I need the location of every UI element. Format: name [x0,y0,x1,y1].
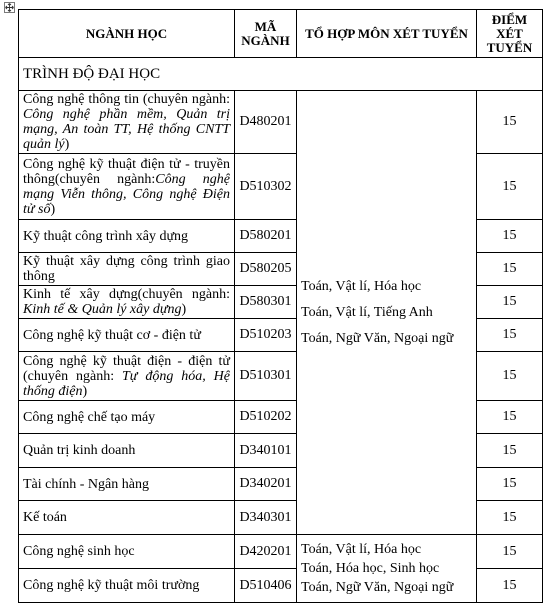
header-combo: TỔ HỢP MÔN XÉT TUYỂN [297,10,477,58]
header-score: ĐIỂM XÉT TUYỂN [477,10,543,58]
combo-item: Toán, Vật lí, Hóa học [301,278,422,294]
major-score: 15 [477,401,543,434]
header-row [19,10,543,58]
major-code: D580201 [235,220,297,253]
major-name: Quản trị kinh doanh [19,434,235,468]
major-score: 15 [477,154,543,220]
major-score: 15 [477,220,543,253]
level-title: TRÌNH ĐỘ ĐẠI HỌC [19,58,543,91]
major-name: Công nghệ kỹ thuật cơ - điện tử [19,319,235,352]
major-name: Kỹ thuật xây dựng công trình giao thông [19,253,235,286]
header-code: MÃ NGÀNH [235,10,297,58]
major-code: D510406 [235,569,297,603]
combo-item: Toán, Vật lí, Hóa học [301,542,422,557]
major-code: D480201 [235,91,297,154]
major-code: D340201 [235,468,297,501]
major-code: D340101 [235,434,297,468]
major-name: Công nghệ kỹ thuật điện - điện tử (chuyên ngành: Tự động hóa, Hệ thống điện) [19,352,235,401]
major-name: Công nghệ chế tạo máy [19,401,235,434]
major-name: Tài chính - Ngân hàng [19,468,235,501]
combo-group-a [297,91,477,535]
major-code: D420201 [235,535,297,569]
major-score: 15 [477,501,543,535]
level-row [19,58,543,91]
major-name: Kỹ thuật công trình xây dựng [19,220,235,253]
major-score: 15 [477,352,543,401]
major-name: Công nghệ sinh học [19,535,235,569]
major-code: D510302 [235,154,297,220]
combo-item: Toán, Hóa học, Sinh học [301,561,440,576]
major-code: D510301 [235,352,297,401]
major-name: Công nghệ thông tin (chuyên ngành: Công nghệ phần mềm, Quản trị mạng, An toàn TT, Hệ thống CNTT quản lý) [19,91,235,154]
major-name: Kinh tế xây dựng(chuyên ngành: Kinh tế & Quản lý xây dựng) [19,286,235,319]
major-score: 15 [477,319,543,352]
major-code: D580301 [235,286,297,319]
major-score: 15 [477,535,543,569]
major-name: Kế toán [19,501,235,535]
combo-item: Toán, Vật lí, Tiếng Anh [301,304,433,320]
table-row [19,535,543,569]
major-code: D510202 [235,401,297,434]
major-name: Công nghệ kỹ thuật môi trường [19,569,235,603]
table-move-handle[interactable] [4,2,15,13]
major-score: 15 [477,434,543,468]
combo-group-b [297,535,477,603]
major-code: D340301 [235,501,297,535]
major-score: 15 [477,286,543,319]
admissions-table [18,9,543,603]
major-name: Công nghệ kỹ thuật điện tử - truyền thông(chuyên ngành:Công nghệ mạng Viễn thông, Công nghệ Điện tử số) [19,154,235,220]
move-arrows-icon [5,3,14,12]
table-row [19,91,543,154]
header-major: NGÀNH HỌC [19,10,235,58]
major-score: 15 [477,468,543,501]
major-score: 15 [477,91,543,154]
combo-item: Toán, Ngữ Văn, Ngoại ngữ [301,330,454,346]
combo-item: Toán, Ngữ Văn, Ngoại ngữ [301,580,454,595]
major-score: 15 [477,569,543,603]
major-code: D510203 [235,319,297,352]
major-code: D580205 [235,253,297,286]
major-score: 15 [477,253,543,286]
